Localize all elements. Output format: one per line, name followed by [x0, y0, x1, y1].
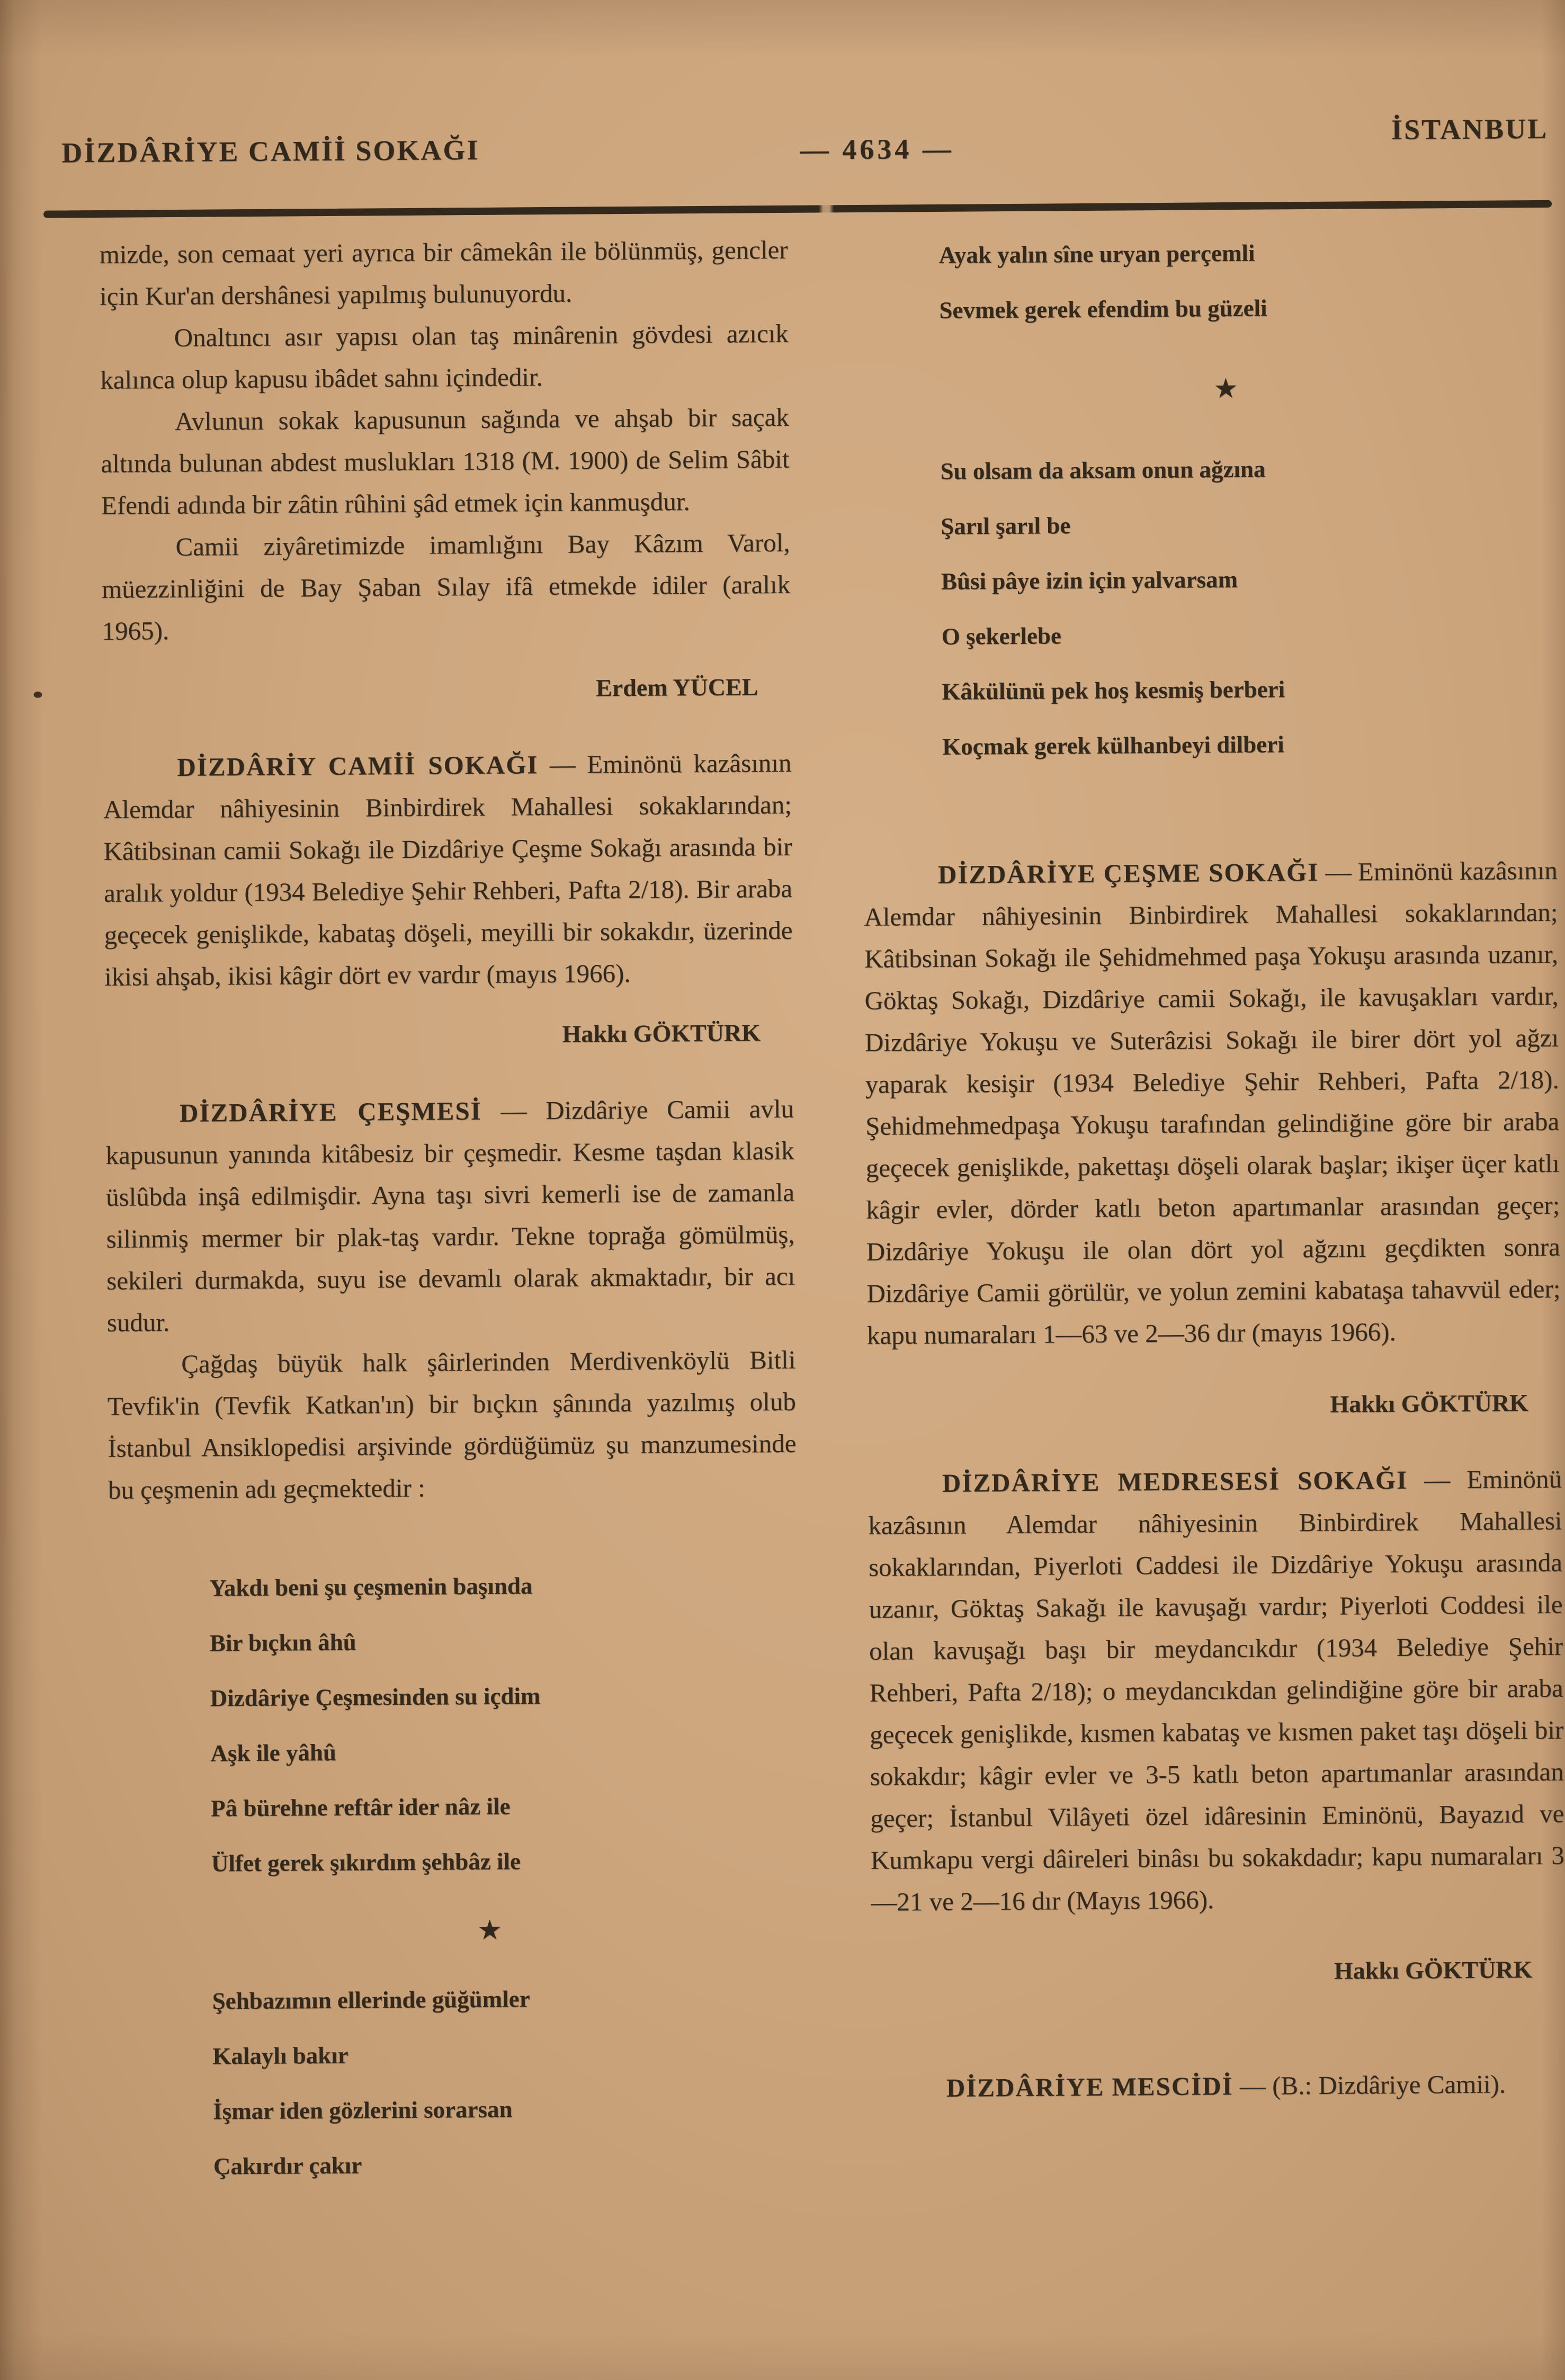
- poem-line: Bûsi pâye izin için yalvarsam: [941, 566, 1238, 595]
- entry-dizdariy-camii-sokagi: [103, 742, 793, 998]
- entry-body: Eminönü kazâsının Alemdar nâhiyesinin Binbirdirek Mahallesi sokaklarından; Kâtibsinan Sokağı ile Şehidmehmed paşa Yokuşu arasında uzanır, Göktaş Sokağı, Dizdâriye camii Sokağı, ile kavuşakları vardır, Dizdâriye Yokuşu ve Suterâzisi Sokağı ile birer dört yol ağzı yaparak kesişir (1934 Belediye Şehir Rehberi, Pafta 2/18). Şehidmehmedpaşa Yokuşu tarafından gelindiğine göre bir araba geçecek genişlikde, pakettaşı döşeli olarak başlar; ikişer üçer katlı kâgir evler, dörder katlı beton apartımanlar arasından geçer; Dizdâriye Yokuşu ile olan dört yol ağzını geçdikten sonra Dizdâriye Camii görülür, ve yolun zemini kabataşa tahavvül eder; kapu numaraları 1—63 ve 2—36 dır (mayıs 1966).: [864, 855, 1561, 1350]
- left-column: [99, 229, 801, 2195]
- header-rule: [43, 200, 1552, 218]
- poem-kulhanbeyi-1: [938, 223, 1511, 338]
- poem-line: Kalaylı bakır: [212, 2042, 348, 2070]
- poem-line: Çakırdır çakır: [213, 2152, 362, 2180]
- signature-hakki-gokturk: Hakkı GÖKTÜRK: [562, 1019, 761, 1048]
- entry-dizdariye-cesmesi: [105, 1088, 795, 1344]
- poem-line: Aşk ile yâhû: [210, 1739, 337, 1767]
- entry-body: (B.: Dizdâriye Camii).: [1272, 2069, 1506, 2100]
- paragraph-cagdas-sair: Çağdaş büyük halk şâirlerinden Merdivenköylü Bitli Tevfik'in (Tevfik Katkan'ın) bir bıçkın şânında yazılmış olub İstanbul Ansiklopedisi arşivinde gördüğümüz şu manzumesinde bu çeşmenin adı geçmektedir :: [107, 1345, 797, 1505]
- signature-hakki-gokturk: Hakkı GÖKTÜRK: [1334, 1956, 1533, 1984]
- entry-dash: —: [1239, 2071, 1266, 2101]
- poem-line: Bir bıçkın âhû: [209, 1629, 356, 1657]
- poem-cesme-manzume-1: [209, 1556, 767, 1891]
- entry-dash: —: [1424, 1465, 1451, 1495]
- entry-heading: DİZDÂRİYE ÇEŞMESİ: [179, 1096, 482, 1128]
- signature-hakki-gokturk: Hakkı GÖKTÜRK: [1330, 1389, 1529, 1418]
- entry-dash: —: [500, 1096, 527, 1125]
- entry-body: Eminönü kazâsının Alemdar nâhiyesinin Binbirdirek Mahallesi sokaklarından; Kâtibsinan camii Sokağı ile Dizdâriye Çeşme Sokağı arasında bir aralık yoldur (1934 Belediye Şehir Rehberi, Pafta 2/18). Bir araba geçecek genişlikde, kabataş döşeli, meyilli bir sokakdır, üzerinde ikisi ahşab, ikisi kâgir dört ev vardır (mayıs 1966).: [103, 748, 793, 991]
- entry-body: Dizdâriye Camii avlu kapusunun yanında kitâbesiz bir çeşmedir. Kesme taşdan klasik üslûbda inşâ edilmişdir. Ayna taşı sivri kemerli ise de zamanla silinmiş mermer bir plak-taş vardır. Tekne toprağa gömülmüş, sekileri durmakda, suyu ise devamlı olarak akmaktadır, bir acı sudur.: [105, 1094, 795, 1337]
- poem-line: Pâ bürehne reftâr ider nâz ile: [210, 1793, 511, 1822]
- poem-line: Sevmek gerek efendim bu güzeli: [939, 294, 1267, 324]
- entry-heading: DİZDÂRİYE ÇEŞME SOKAĞI: [937, 857, 1319, 889]
- poem-kulhanbeyi-2: [940, 440, 1514, 774]
- poem-line: O şekerlebe: [941, 622, 1062, 650]
- poem-line: Dizdâriye Çeşmesinden su içdim: [210, 1683, 541, 1712]
- signature-erdem-yucel: Erdem YÜCEL: [595, 673, 758, 702]
- poem-line: Şehbazımın ellerinde güğümler: [212, 1985, 530, 2015]
- poem-line: Ayak yalın sîne uryan perçemli: [938, 239, 1255, 269]
- entry-dizdariye-mescidi: [872, 2063, 1565, 2109]
- paragraph-imam-muezzin: Camii ziyâretimizde imamlığını Bay Kâzım Varol, müezzinliğini de Bay Şaban Sılay ifâ etmekde idiler (aralık 1965).: [101, 527, 791, 646]
- poem-line: Koçmak gerek külhanbeyi dilberi: [942, 731, 1284, 760]
- entry-body: Eminönü kazâsının Alemdar nâhiyesinin Binbirdirek Mahallesi sokaklarından, Piyerloti Caddesi ile Dizdâriye Yokuşu arasında uzanır, Göktaş Sakağı ile kavuşağı vardır; Piyerloti Coddesi ile olan kavuşağı başı bir meydancıkdır (1934 Belediye Şehir Rehberi, Pafta 2/18); o meydancıkdan gelindiğine göre bir araba geçecek genişlikde, kısmen kabataş ve kısmen paket taşı döşeli bir sokakdır; kâgir evler ve 3-5 katlı beton apartımanlar arasından geçer; İstanbul Vilâyeti özel idâresinin Eminönü, Bayazıd ve Kumkapu vergi dâireleri binâsı bu sokakdadır; kapu numaraları 3—21 ve 2—16 dır (Mayıs 1966).: [868, 1464, 1564, 1917]
- entry-dash: —: [1325, 857, 1352, 887]
- poem-line: Su olsam da aksam onun ağzına: [940, 455, 1266, 485]
- print-artifact-dot: [33, 692, 42, 698]
- paragraph-minaret: Onaltıncı asır yapısı olan taş minârenin gövdesi azıcık kalınca olup kapusu ibâdet sahnı içindedir.: [100, 318, 789, 395]
- right-column: [859, 223, 1565, 2109]
- star-divider-icon: ★: [1213, 373, 1238, 405]
- paragraph-continuation: mizde, son cemaat yeri ayrıca bir câmekân ile bölünmüş, gencler için Kur'an dershânesi yapılmış bulunuyordu.: [99, 235, 788, 311]
- entry-heading: DİZDÂRİY CAMİİ SOKAĞI: [177, 750, 539, 782]
- entry-heading: DİZDÂRİYE MEDRESESİ SOKAĞI: [942, 1465, 1408, 1498]
- star-divider-icon: ★: [477, 1915, 503, 1946]
- page-number: — 4634 —: [800, 132, 954, 166]
- paragraph-courtyard-fountain: Avlunun sokak kapusunun sağında ve ahşab bir saçak altında bulunan abdest muslukları 1318 (M. 1900) de Selim Sâbit Efendi adında bir zâtin rûhini şâd etmek için kanmuşdur.: [101, 402, 790, 520]
- entry-heading: DİZDÂRİYE MESCİDİ: [946, 2071, 1233, 2102]
- entry-dash: —: [549, 749, 576, 780]
- poem-cesme-manzume-2: [212, 1970, 770, 2194]
- running-title-left: DİZDÂRİYE CAMİİ SOKAĞI: [61, 133, 480, 169]
- entry-dizdariye-medresesi-sokagi: [868, 1458, 1565, 1923]
- poem-line: İşmar iden gözlerini sorarsan: [212, 2096, 513, 2125]
- poem-line: Yakdı beni şu çeşmenin başında: [209, 1572, 533, 1601]
- poem-line: Kâkülünü pek hoş kesmiş berberi: [942, 676, 1285, 705]
- poem-line: Ülfet gerek şıkırdım şehbâz ile: [211, 1848, 521, 1877]
- poem-line: Şarıl şarıl be: [941, 512, 1071, 540]
- running-title-right: İSTANBUL: [1391, 112, 1549, 146]
- entry-dizdariye-cesme-sokagi: [864, 849, 1561, 1356]
